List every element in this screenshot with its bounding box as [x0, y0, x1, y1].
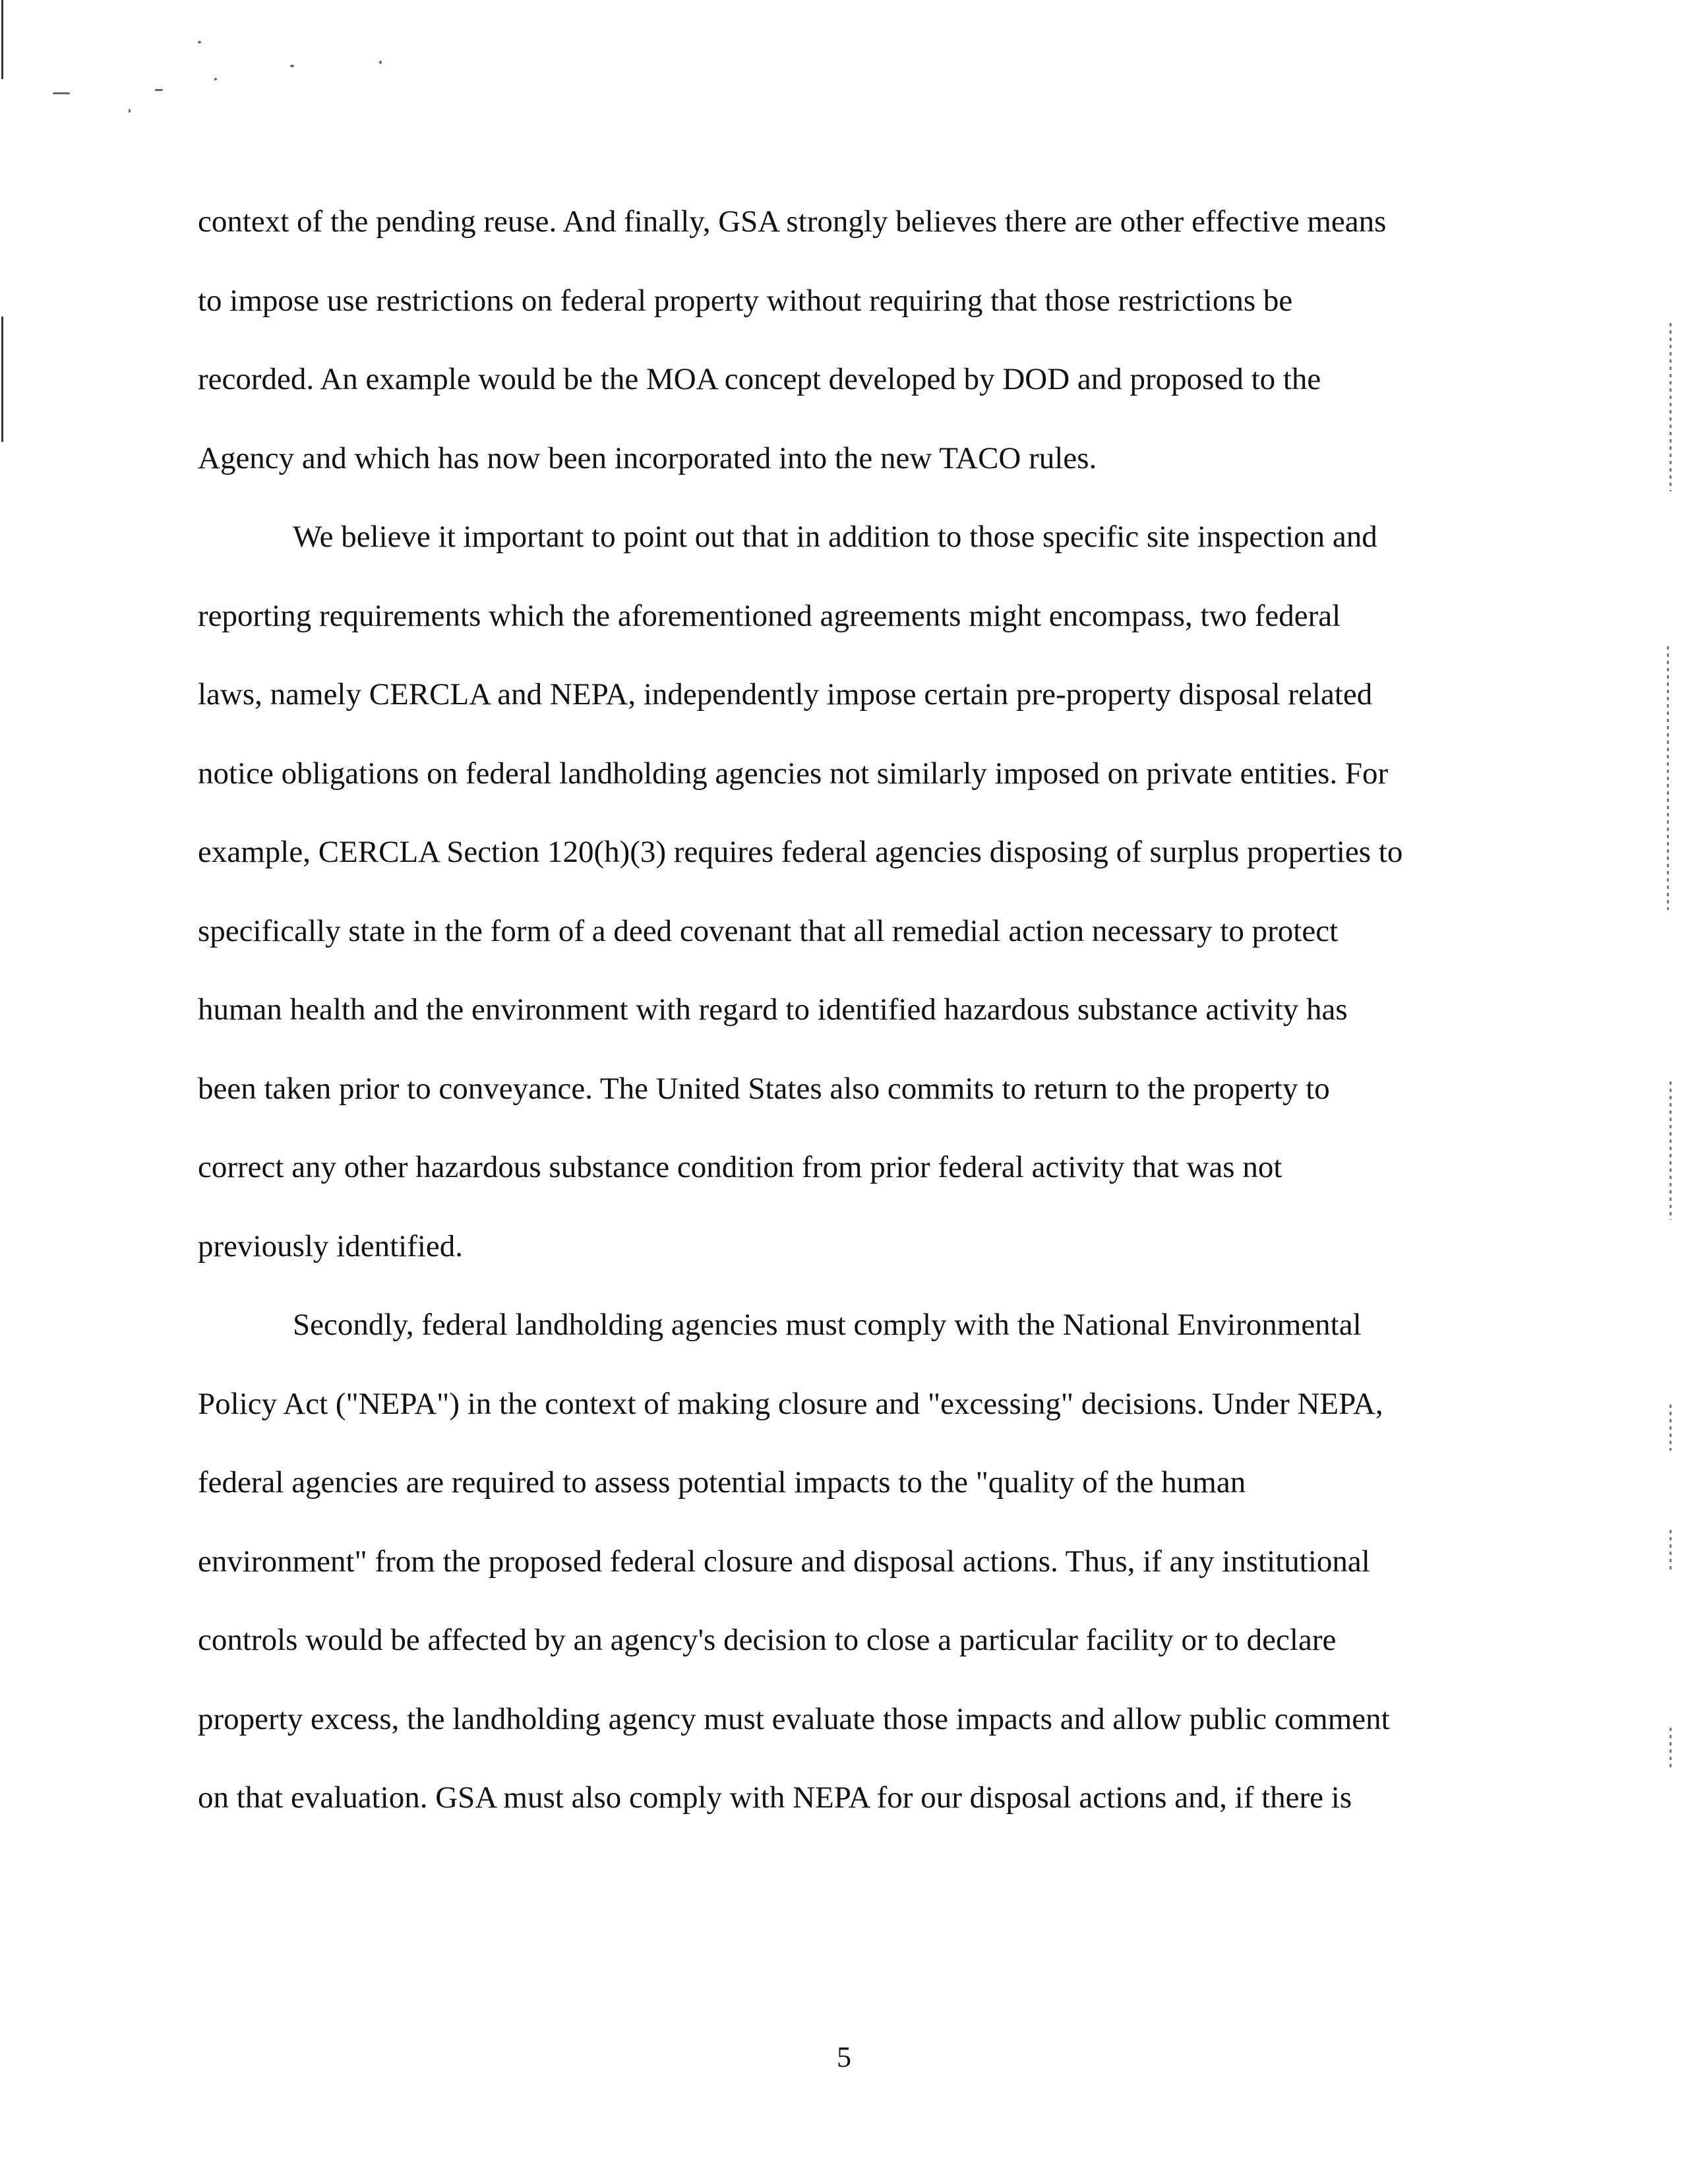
scan-edge-mark — [1, 317, 3, 442]
scan-margin-artifact — [1670, 1405, 1672, 1451]
text-line: previously identified. — [198, 1229, 464, 1263]
scan-speck — [214, 78, 217, 80]
text-line: environment" from the proposed federal closure and disposal actions. Thus, if any institutional — [198, 1544, 1370, 1579]
text-line: to impose use restrictions on federal property without requiring that those restrictions be — [198, 284, 1293, 318]
text-line: on that evaluation. GSA must also comply with NEPA for our disposal actions and, if there is — [198, 1780, 1352, 1815]
text-line: notice obligations on federal landholding agencies not similarly imposed on private entities. For — [198, 756, 1389, 791]
text-line: context of the pending reuse. And finally, GSA strongly believes there are other effective means — [198, 204, 1387, 239]
text-line: Agency and which has now been incorporated into the new TACO rules. — [198, 441, 1097, 475]
scan-margin-artifact — [1670, 323, 1672, 491]
scan-margin-artifact — [1670, 1530, 1672, 1569]
text-line: reporting requirements which the aforementioned agreements might encompass, two federal — [198, 599, 1341, 633]
scan-speck — [290, 65, 294, 67]
scan-speck — [155, 89, 163, 91]
text-line: specifically state in the form of a deed covenant that all remedial action necessary to protect — [198, 914, 1339, 948]
text-line: correct any other hazardous substance condition from prior federal activity that was not — [198, 1150, 1282, 1184]
text-line: federal agencies are required to assess potential impacts to the "quality of the human — [198, 1465, 1246, 1500]
page-number: 5 — [837, 2041, 851, 2073]
text-line: recorded. An example would be the MOA concept developed by DOD and proposed to the — [198, 362, 1321, 396]
text-line: human health and the environment with regard to identified hazardous substance activity has — [198, 992, 1348, 1027]
text-line: Secondly, federal landholding agencies must comply with the National Environmental — [293, 1308, 1362, 1342]
text-line: We believe it important to point out that in addition to those specific site inspection and — [293, 520, 1377, 554]
scan-speck — [198, 41, 201, 44]
scan-edge-mark — [1, 0, 3, 79]
scan-speck — [129, 109, 131, 113]
text-line: property excess, the landholding agency must evaluate those impacts and allow public comment — [198, 1702, 1390, 1736]
scan-margin-artifact — [1667, 646, 1669, 910]
scan-speck — [53, 92, 70, 94]
text-line: been taken prior to conveyance. The United States also commits to return to the property to — [198, 1072, 1330, 1106]
text-line: controls would be affected by an agency's decision to close a particular facility or to declare — [198, 1623, 1337, 1657]
scan-margin-artifact — [1670, 1081, 1672, 1220]
scan-speck — [379, 61, 382, 64]
text-line: example, CERCLA Section 120(h)(3) requires federal agencies disposing of surplus properties to — [198, 835, 1403, 869]
scan-margin-artifact — [1670, 1728, 1672, 1767]
text-line: laws, namely CERCLA and NEPA, independently impose certain pre-property disposal related — [198, 677, 1373, 712]
text-line: Policy Act ("NEPA") in the context of making closure and "excessing" decisions. Under NEPA, — [198, 1387, 1383, 1421]
